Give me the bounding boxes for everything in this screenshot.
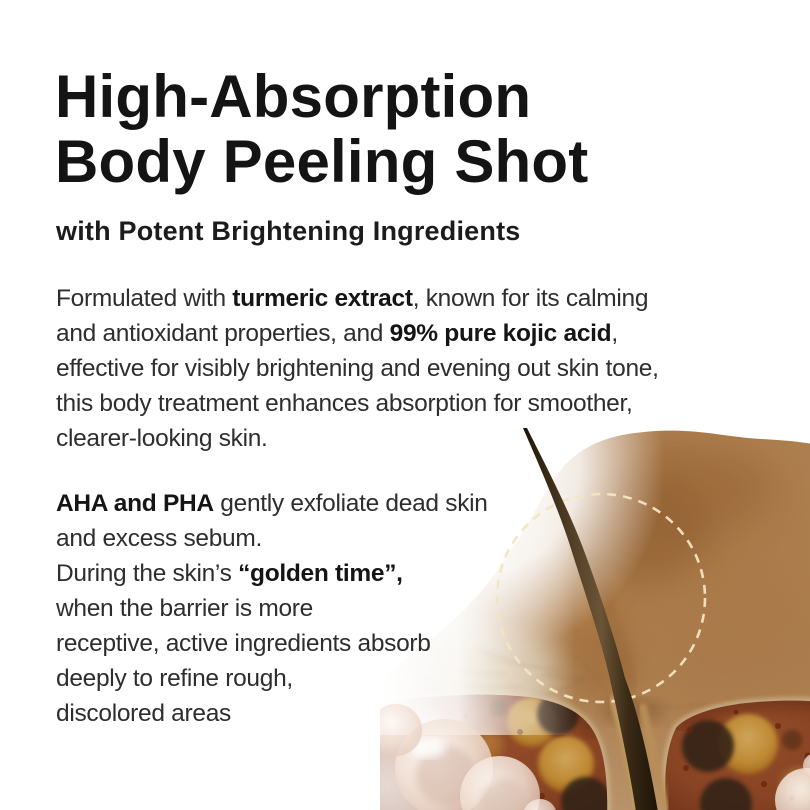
text-line xyxy=(56,486,488,521)
text-segment: and excess sebum. xyxy=(56,525,262,552)
text-segment: Formulated with xyxy=(56,285,233,312)
text-segment: when the barrier is more xyxy=(56,595,313,622)
text-line xyxy=(56,386,659,421)
title-line-2: Body Peeling Shot xyxy=(55,128,589,195)
text-segment: discolored areas xyxy=(56,700,231,727)
text-line xyxy=(56,351,659,386)
paragraph-exfoliation xyxy=(56,486,488,731)
text-segment: this body treatment enhances absorption for smoother, xyxy=(56,390,633,417)
text-line xyxy=(56,521,488,556)
text-line xyxy=(56,591,488,626)
text-segment-bold: “golden time”, xyxy=(238,560,403,587)
text-line xyxy=(56,556,488,591)
text-segment: During the skin’s xyxy=(56,560,239,587)
text-segment: , xyxy=(611,320,618,347)
text-segment: and antioxidant properties, and xyxy=(56,320,390,347)
text-segment: effective for visibly brightening and evening out skin tone, xyxy=(56,355,659,382)
text-segment-bold: 99% pure kojic acid xyxy=(389,320,612,347)
text-line xyxy=(56,281,659,316)
text-line xyxy=(56,421,659,456)
text-segment-bold: AHA and PHA xyxy=(56,490,214,517)
text-segment-bold: turmeric extract xyxy=(232,285,413,312)
paragraph-formulation xyxy=(56,281,659,456)
text-line xyxy=(56,626,488,661)
page-subtitle: with Potent Brightening Ingredients xyxy=(56,216,521,246)
text-line xyxy=(56,661,488,696)
page-title xyxy=(55,64,588,194)
title-line-1: High-Absorption xyxy=(55,63,532,130)
text-segment: clearer-looking skin. xyxy=(56,425,268,452)
text-line xyxy=(56,316,659,351)
text-segment: receptive, active ingredients absorb xyxy=(56,630,431,657)
text-segment: , known for its calming xyxy=(412,285,649,312)
text-segment: gently exfoliate dead skin xyxy=(213,490,488,517)
text-line xyxy=(56,696,488,731)
text-segment: deeply to refine rough, xyxy=(56,665,293,692)
